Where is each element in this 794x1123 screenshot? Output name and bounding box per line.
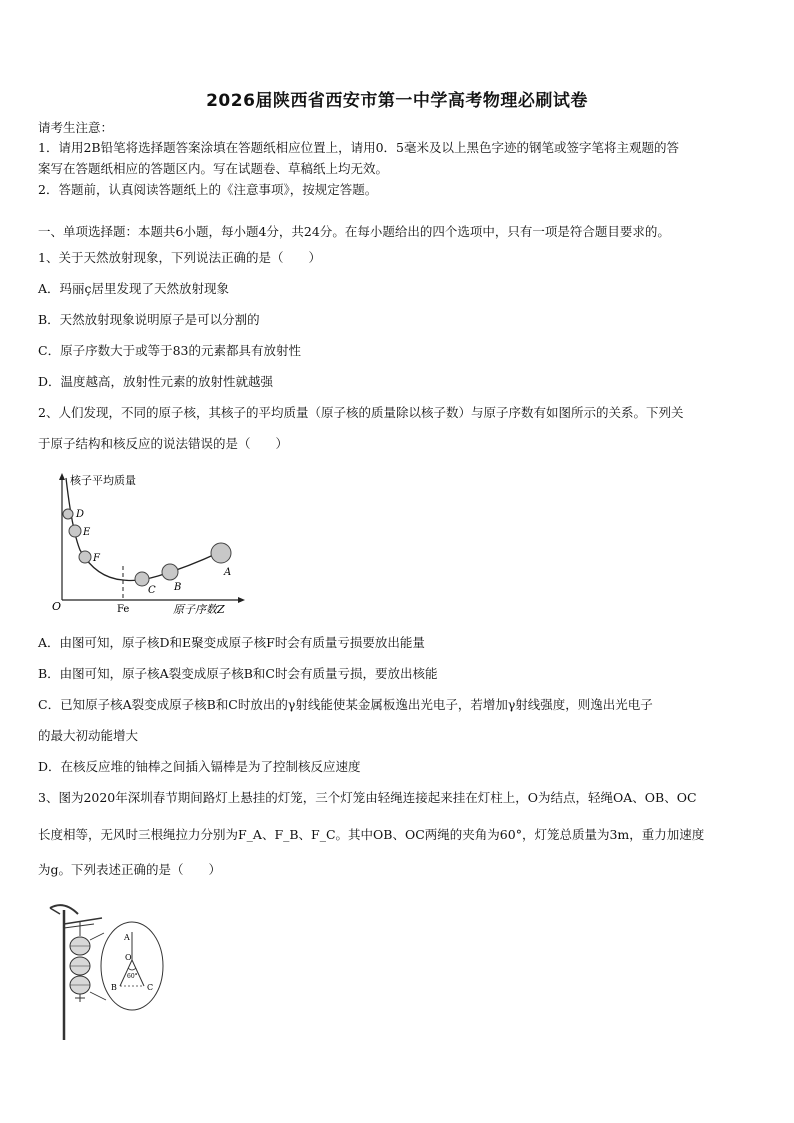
q2-option-a: A．由图可知，原子核D和E聚变成原子核F时会有质量亏损要放出能量 bbox=[38, 635, 425, 650]
figure1-ylabel: 核子平均质量 bbox=[70, 474, 136, 487]
figure1-fe-label: Fe bbox=[117, 604, 130, 615]
q1-option-a: A．玛丽ç居里发现了天然放射现象 bbox=[38, 281, 230, 296]
label-a: A bbox=[124, 933, 130, 942]
point-d bbox=[63, 509, 73, 519]
page-title: 2026届陕西省西安市第一中学高考物理必刷试卷 bbox=[206, 91, 588, 111]
point-a-label: A bbox=[224, 567, 232, 578]
point-c-label: C bbox=[148, 585, 156, 596]
q3-stem-line-1: 3、图为2020年深圳春节期间路灯上悬挂的灯笼，三个灯笼由轻绳连接起来挂在灯柱上，O为结点，轻绳OA、OB、OC bbox=[38, 790, 697, 805]
point-b-label: B bbox=[174, 582, 182, 593]
point-d-label: D bbox=[76, 509, 85, 520]
q1-option-b: B．天然放射现象说明原子是可以分割的 bbox=[38, 312, 260, 327]
figure1-origin: O bbox=[52, 600, 62, 613]
q1-stem: 1、关于天然放射现象，下列说法正确的是（ ） bbox=[38, 250, 321, 265]
notice-line-2: 2．答题前，认真阅读答题纸上的《注意事项》，按规定答题。 bbox=[38, 182, 378, 197]
lantern-stack bbox=[70, 937, 90, 1002]
q2-option-c-line-2: 的最大初动能增大 bbox=[38, 728, 139, 743]
lantern-figure bbox=[44, 900, 174, 1045]
label-c: C bbox=[147, 983, 154, 992]
binding-energy-figure bbox=[48, 470, 248, 620]
label-angle: 60° bbox=[127, 973, 138, 980]
q1-option-c: C．原子序数大于或等于83的元素都具有放射性 bbox=[38, 343, 301, 358]
q2-option-d: D．在核反应堆的铀棒之间插入镉棒是为了控制核反应速度 bbox=[38, 759, 361, 774]
figure1-xlabel: 原子序数Z bbox=[173, 603, 225, 616]
point-e bbox=[69, 525, 81, 537]
notice-line-1: 1．请用2B铅笔将选择题答案涂填在答题纸相应位置上，请用0．5毫米及以上黑色字迹的钢笔或签字笔将主观题的答 bbox=[38, 140, 679, 155]
label-o: O bbox=[125, 953, 132, 962]
q2-stem-line-1: 2、人们发现，不同的原子核，其核子的平均质量（原子核的质量除以核子数）与原子序数有如图所示的关系。下列关 bbox=[38, 405, 684, 420]
point-b bbox=[162, 564, 178, 580]
q1-option-d: D．温度越高，放射性元素的放射性就越强 bbox=[38, 374, 274, 389]
q3-stem-line-3: 为g。下列表述正确的是（ ） bbox=[38, 862, 222, 877]
point-f-label: F bbox=[93, 553, 100, 564]
label-b: B bbox=[111, 983, 117, 992]
q2-stem-line-2: 于原子结构和核反应的说法错误的是（ ） bbox=[38, 436, 289, 451]
point-a bbox=[211, 543, 231, 563]
notice-line-1b: 案写在答题纸相应的答题区内。写在试题卷、草稿纸上均无效。 bbox=[38, 161, 389, 176]
point-e-label: E bbox=[83, 527, 91, 538]
section-heading: 一、单项选择题：本题共6小题，每小题4分，共24分。在每小题给出的四个选项中，只有一项是符合题目要求的。 bbox=[38, 224, 670, 239]
q2-option-c-line-1: C．已知原子核A裂变成原子核B和C时放出的γ射线能使某金属板逸出光电子，若增加γ射线强度，则逸出光电子 bbox=[38, 697, 653, 712]
q3-stem-line-2: 长度相等，无风时三根绳拉力分别为F_A、F_B、F_C。其中OB、OC两绳的夹角为60°，灯笼总质量为3m，重力加速度 bbox=[38, 827, 705, 842]
point-c bbox=[135, 572, 149, 586]
notice-heading: 请考生注意： bbox=[38, 120, 114, 135]
point-f bbox=[79, 551, 91, 563]
q2-option-b: B．由图可知，原子核A裂变成原子核B和C时会有质量亏损，要放出核能 bbox=[38, 666, 438, 681]
